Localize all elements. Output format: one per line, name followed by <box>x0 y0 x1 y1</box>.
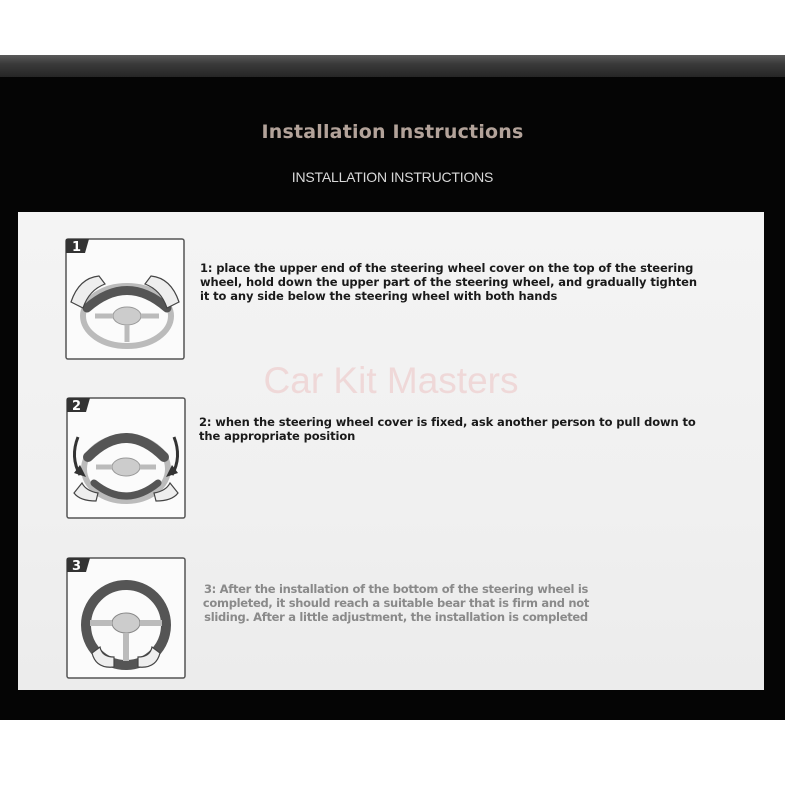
page-title: Installation Instructions <box>261 121 524 143</box>
step-2-number: 2 <box>72 399 82 414</box>
step-3-illustration <box>66 557 186 677</box>
steering-wheel-cover-pull-icon <box>66 397 186 519</box>
step-2-text: 2: when the steering wheel cover is fixed, ask another person to pull down to the appropriate position <box>199 415 696 443</box>
steering-wheel-cover-complete-icon <box>66 557 186 679</box>
steering-wheel-cover-top-icon <box>65 238 185 360</box>
page-subtitle: INSTALLATION INSTRUCTIONS <box>291 169 494 185</box>
step-1-text: 1: place the upper end of the steering wheel cover on the top of the steering wheel, hold down the upper part of the steering wheel, and gradually tighten it to any side below the steering wheel with both hands <box>200 261 697 303</box>
step-1-illustration <box>65 238 185 358</box>
instructions-panel <box>18 212 764 690</box>
step-3-text: 3: After the installation of the bottom of the steering wheel is completed, it should reach a suitable bear that is firm and not sliding. After a little adjustment, the installation is completed <box>202 582 590 624</box>
step-1-number: 1 <box>72 240 82 255</box>
step-2-illustration <box>66 397 186 517</box>
watermark: Car Kit Masters <box>263 360 519 401</box>
step-3-number: 3 <box>72 559 82 574</box>
top-strip <box>0 55 785 77</box>
